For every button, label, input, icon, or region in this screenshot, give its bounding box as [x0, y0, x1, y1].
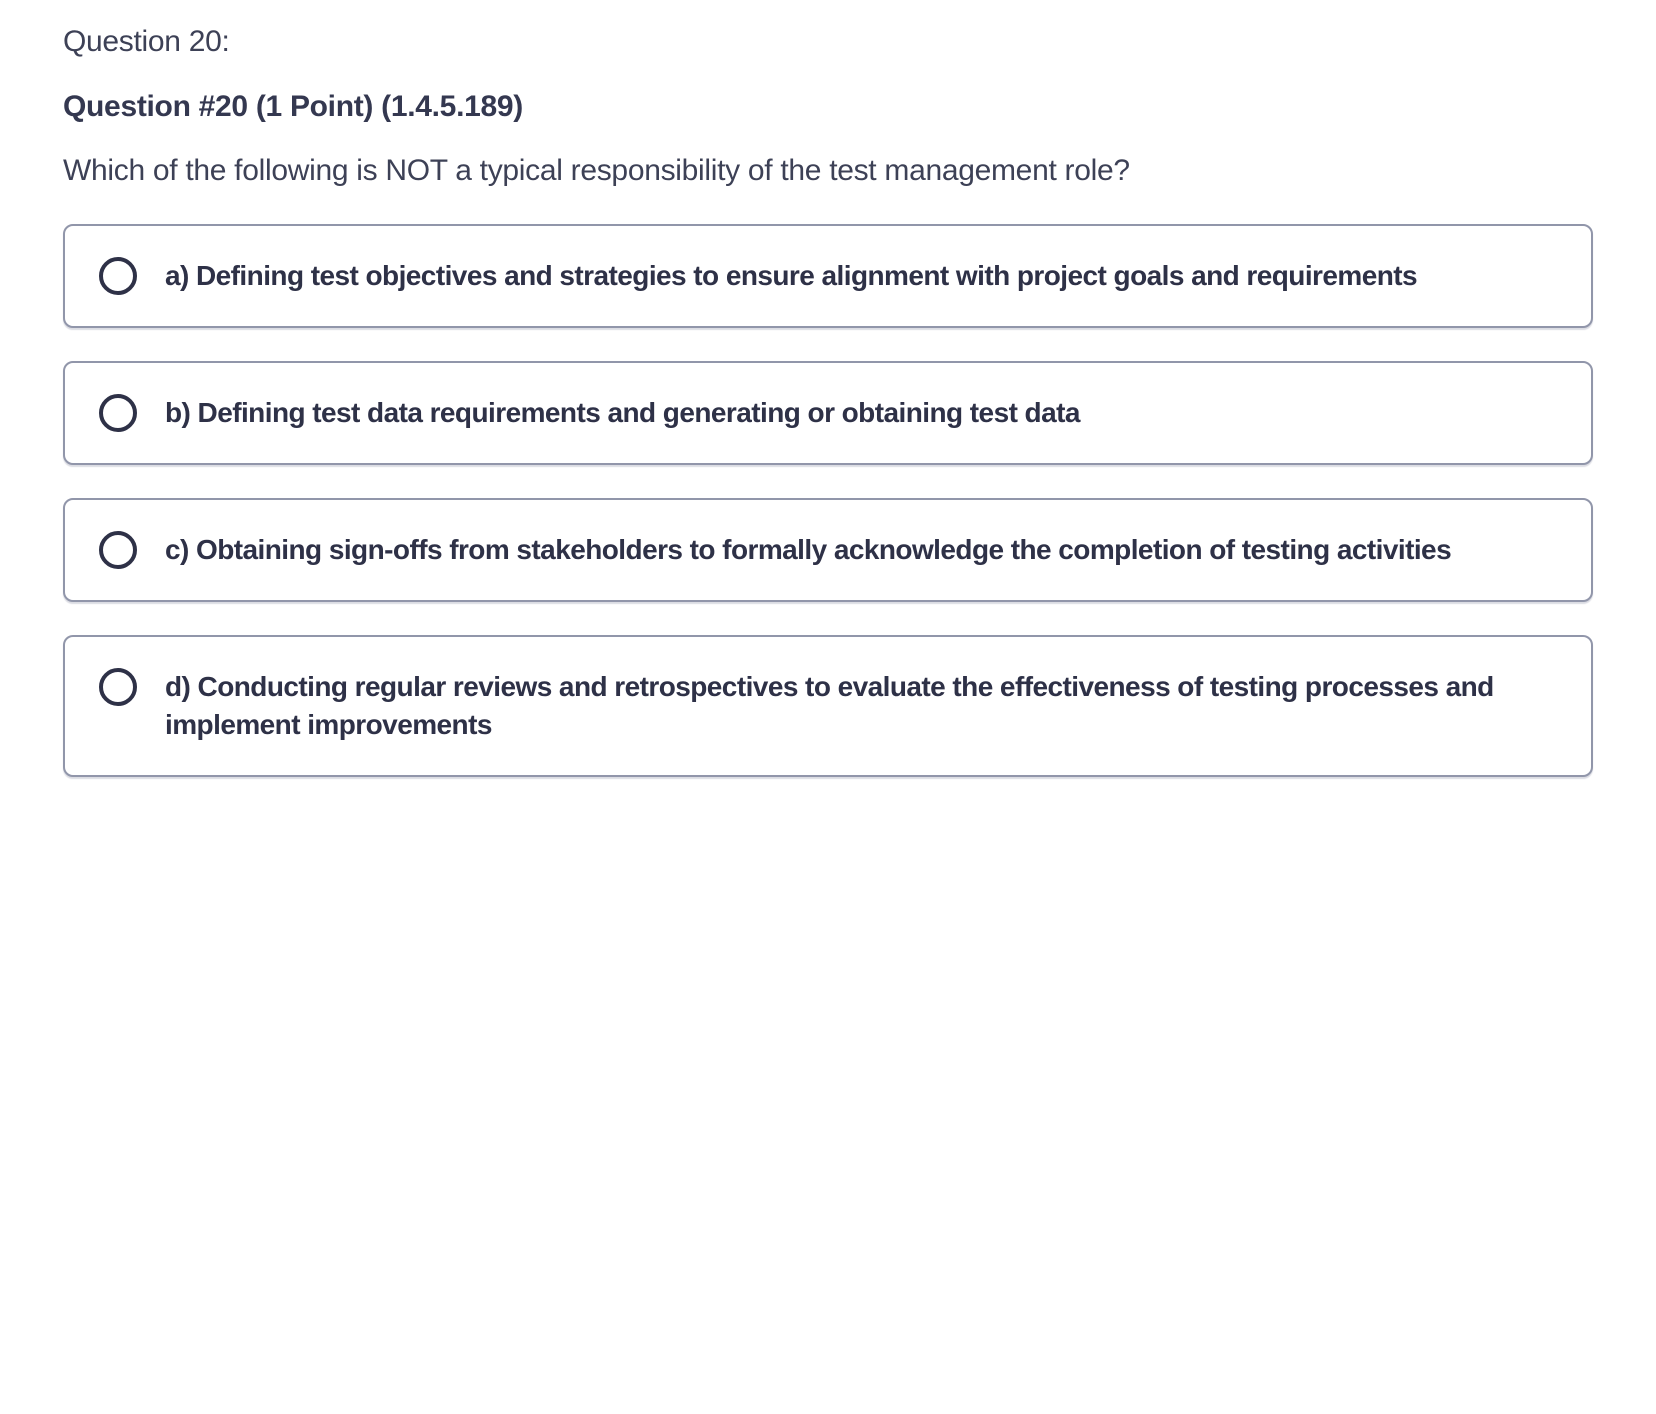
answer-option-d-label: d) Conducting regular reviews and retrospectives to evaluate the effectiveness of testing processes and implement improvements — [165, 671, 1494, 740]
answer-option-d[interactable] — [63, 635, 1593, 777]
question-prompt: Which of the following is NOT a typical responsibility of the test management role? — [63, 154, 1130, 187]
question-title: Question #20 (1 Point) (1.4.5.189) — [63, 90, 523, 123]
answer-option-b-label: b) Defining test data requirements and generating or obtaining test data — [165, 397, 1080, 428]
question-number-label: Question 20: — [63, 25, 230, 58]
radio-button-b[interactable] — [99, 394, 137, 432]
answer-option-a-label: a) Defining test objectives and strategies to ensure alignment with project goals and requirements — [165, 260, 1418, 291]
answer-option-b[interactable] — [63, 361, 1593, 465]
answer-options-list — [63, 224, 1593, 777]
radio-button-a[interactable] — [99, 257, 137, 295]
answer-option-c[interactable] — [63, 498, 1593, 602]
answer-option-c-label: c) Obtaining sign-offs from stakeholders to formally acknowledge the completion of testing activities — [165, 534, 1452, 565]
radio-button-c[interactable] — [99, 531, 137, 569]
radio-button-d[interactable] — [99, 668, 137, 706]
answer-option-a[interactable] — [63, 224, 1593, 328]
